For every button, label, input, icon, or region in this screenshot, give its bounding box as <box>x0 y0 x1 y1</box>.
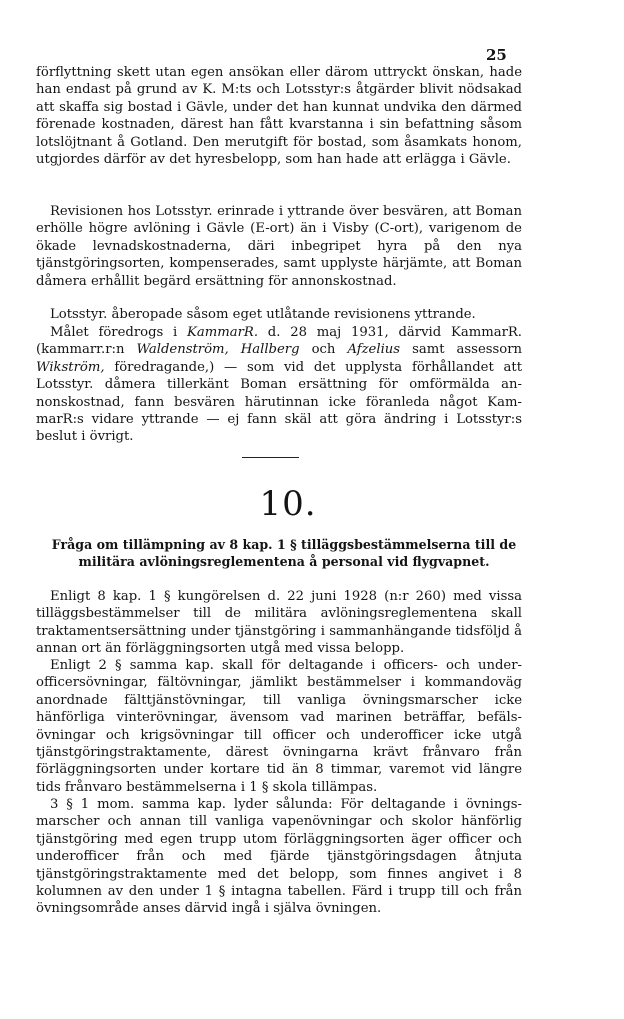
paragraph-audit-response: Revisionen hos Lotsstyr. erinrade i yttrande över besvären, att Boman erhölle högre avlöning i Gävle (E-ort) än i Visby (C-ort), varigenom de ökade levnadskostnaderna, däri inbegripet hyra på den nya tjänstgöringsorten, kompenserades, samt upplyste härjämte, att Boman dåmera erhållit begärd ersättning för annonskostnad. <box>36 204 522 289</box>
rapporteur-name: Wikström, <box>36 359 105 375</box>
section-title-line-1: Fråga om tillämpning av 8 kap. 1 § tilläggsbestämmelserna till de <box>51 537 517 552</box>
paragraph-section-2: Enligt 2 § samma kap. skall för deltagande i officers- och underofficersövningar, fältövningar, jämlikt bestämmelser i kommandoväg anordnade fälttjänstövningar, till vanliga övningsmarscher icke hänförliga vinterövningar, ävensom vad marinen beträffar, befälsövningar och krigsövningar till officer och underofficer icke utgå tjänstgöringstraktamente, därest övningarna krävt frånvaro från förläggningsorten under kortare tid än 8 timmar, varemot vid längre tids frånvaro bestämmelserna i 1 § skola tillämpas. <box>36 658 522 795</box>
paragraph-section-1: Enligt 8 kap. 1 § kungörelsen d. 22 juni 1928 (n:r 260) med vissa tilläggsbestämmelser till de militära avlöningsreglementena skall traktamentsersättning under tjänstgöring i sammanhängande tidsföljd å annan ort än förläggningsorten utgå med vissa belopp. <box>36 589 522 657</box>
court-name: KammarR. <box>187 325 259 340</box>
decision-text-d: samt assessorn <box>400 342 523 358</box>
paragraph-section-3: 3 § 1 mom. samma kap. lyder sålunda: För deltagande i övningsmarscher och annan till vanliga vapenövningar och skolor hänförlig tjänstgöring med egen trupp utom förläggningsorten äger officer och underofficer från och med fjärde tjänstgöringsdagen åtnjuta tjänstgöringstraktamente med det belopp, som finnes angivet i 8 kolumnen av den under 1 § intagna tabellen. Färd i trupp till och från övningsområde anses därvid ingå i själva övningen. <box>36 797 522 917</box>
paragraph-court-decision <box>36 324 522 446</box>
page-number: 25 <box>486 46 507 64</box>
decision-text-a: Målet föredrogs i <box>50 325 188 340</box>
judge-name-third: Afzelius <box>347 342 401 358</box>
decision-text-c: och <box>299 342 348 358</box>
section-number: 10. <box>259 484 317 524</box>
section-title <box>36 536 532 570</box>
decision-text-e: föredragande,) — som vid det upplysta förhållandet att Lotsstyr. dåmera tillerkänt Boman ersättning för omförmälda annonskostnad, fann besvären härutinnan icke föranleda något KammarR:s vidare yttrande — ej fann skäl att göra ändring i Lotsstyr:s beslut i övrigt. <box>36 359 522 445</box>
paragraph-pilotage-statement: Lotsstyr. åberopade såsom eget utlåtande revisionens yttrande. <box>50 307 476 322</box>
decision-text-b: d. 28 maj 1931, därvid KammarR. (kammarr.r:n <box>36 325 522 358</box>
judge-names: Waldenström, Hallberg <box>136 342 300 358</box>
paragraph-relocation-claim: förflyttning skett utan egen ansökan eller därom uttryckt önskan, hade han endast på grund av K. M:ts och Lotsstyr:s åtgärder blivit nödsakad att skaffa sig bostad i Gävle, under det han kunnat undvika den därmed förenade kostnaden, därest han fått kvarstanna i sin befattning såsom lotslöjtnant å Gotland. Den merutgift för bostad, som åsamkats honom, utgjordes därför av det hyresbelopp, som han hade att erlägga i Gävle. <box>36 65 522 168</box>
section-divider <box>242 457 299 458</box>
section-title-line-2: militära avlöningsreglementena å personal vid flygvapnet. <box>78 554 490 569</box>
